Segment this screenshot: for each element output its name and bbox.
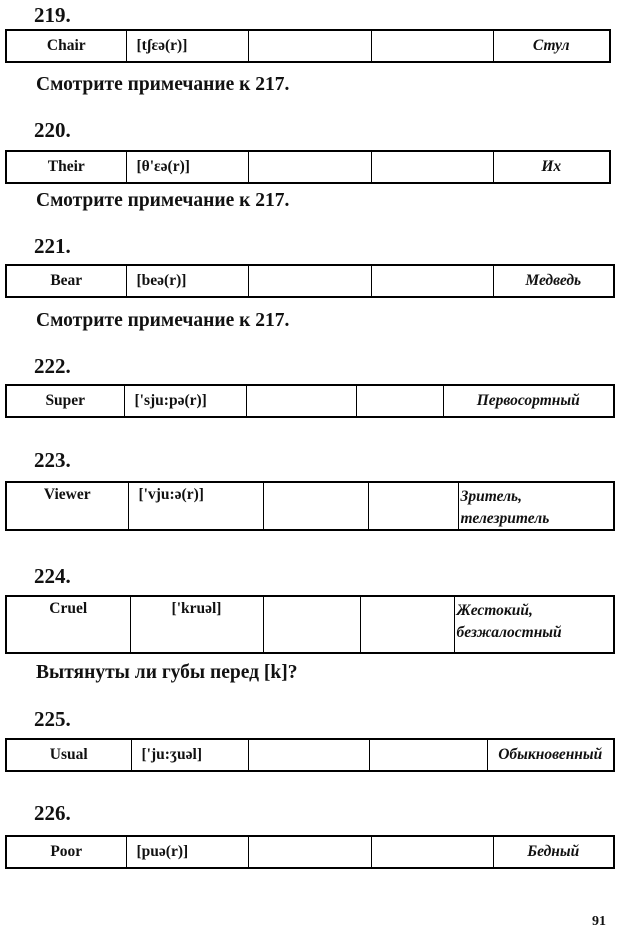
transcription-cell: ['sju:pə(r)] (124, 385, 246, 417)
translation-cell: Их (493, 151, 610, 183)
entry-number: 226. (34, 801, 71, 825)
translation-cell: Зритель, телезритель (458, 482, 614, 530)
word-cell: Chair (6, 30, 126, 62)
entry-number: 220. (34, 118, 71, 142)
translation-cell: Обыкновенный (487, 739, 614, 771)
translation-cell: Стул (493, 30, 610, 62)
blank-cell (369, 739, 487, 771)
entry-number: 224. (34, 564, 71, 588)
word-cell: Viewer (6, 482, 128, 530)
word-row-223 (5, 481, 615, 531)
transcription-cell: ['kruəl] (130, 596, 263, 653)
blank-cell (263, 482, 368, 530)
word-cell: Their (6, 151, 126, 183)
transcription-cell: [θ'εə(r)] (126, 151, 248, 183)
entry-number: 223. (34, 448, 71, 472)
note-text: Вытянуты ли губы перед [k]? (36, 662, 298, 683)
blank-cell (371, 265, 493, 297)
transcription-cell: ['ju:ʒuəl] (131, 739, 248, 771)
entry-number: 222. (34, 354, 71, 378)
blank-cell (248, 836, 371, 868)
word-row-220 (5, 150, 611, 184)
blank-cell (246, 385, 356, 417)
entry-number: 221. (34, 234, 71, 258)
blank-cell (248, 30, 371, 62)
blank-cell (368, 482, 458, 530)
translation-cell: Бедный (493, 836, 614, 868)
blank-cell (371, 151, 493, 183)
blank-cell (248, 265, 371, 297)
transcription-cell: ['vju:ə(r)] (128, 482, 263, 530)
transcription-cell: [tʃεə(r)] (126, 30, 248, 62)
word-row-226 (5, 835, 615, 869)
word-row-222 (5, 384, 615, 418)
word-row-225 (5, 738, 615, 772)
entry-number: 219. (34, 3, 71, 27)
word-row-224 (5, 595, 615, 654)
word-cell: Usual (6, 739, 131, 771)
blank-cell (360, 596, 454, 653)
translation-cell: Первосортный (443, 385, 614, 417)
word-cell: Super (6, 385, 124, 417)
word-row-219 (5, 29, 611, 63)
translation-cell: Медведь (493, 265, 614, 297)
transcription-cell: [puə(r)] (126, 836, 248, 868)
note-text: Смотрите примечание к 217. (36, 310, 290, 331)
word-cell: Bear (6, 265, 126, 297)
translation-cell: Жестокий, безжалостный (454, 596, 614, 653)
blank-cell (248, 739, 369, 771)
blank-cell (371, 836, 493, 868)
blank-cell (248, 151, 371, 183)
transcription-cell: [beə(r)] (126, 265, 248, 297)
note-text: Смотрите примечание к 217. (36, 190, 290, 211)
blank-cell (263, 596, 360, 653)
entry-number: 225. (34, 707, 71, 731)
word-row-221 (5, 264, 615, 298)
word-cell: Cruel (6, 596, 130, 653)
word-cell: Poor (6, 836, 126, 868)
page-number: 91 (592, 914, 606, 929)
blank-cell (371, 30, 493, 62)
note-text: Смотрите примечание к 217. (36, 74, 290, 95)
blank-cell (356, 385, 443, 417)
